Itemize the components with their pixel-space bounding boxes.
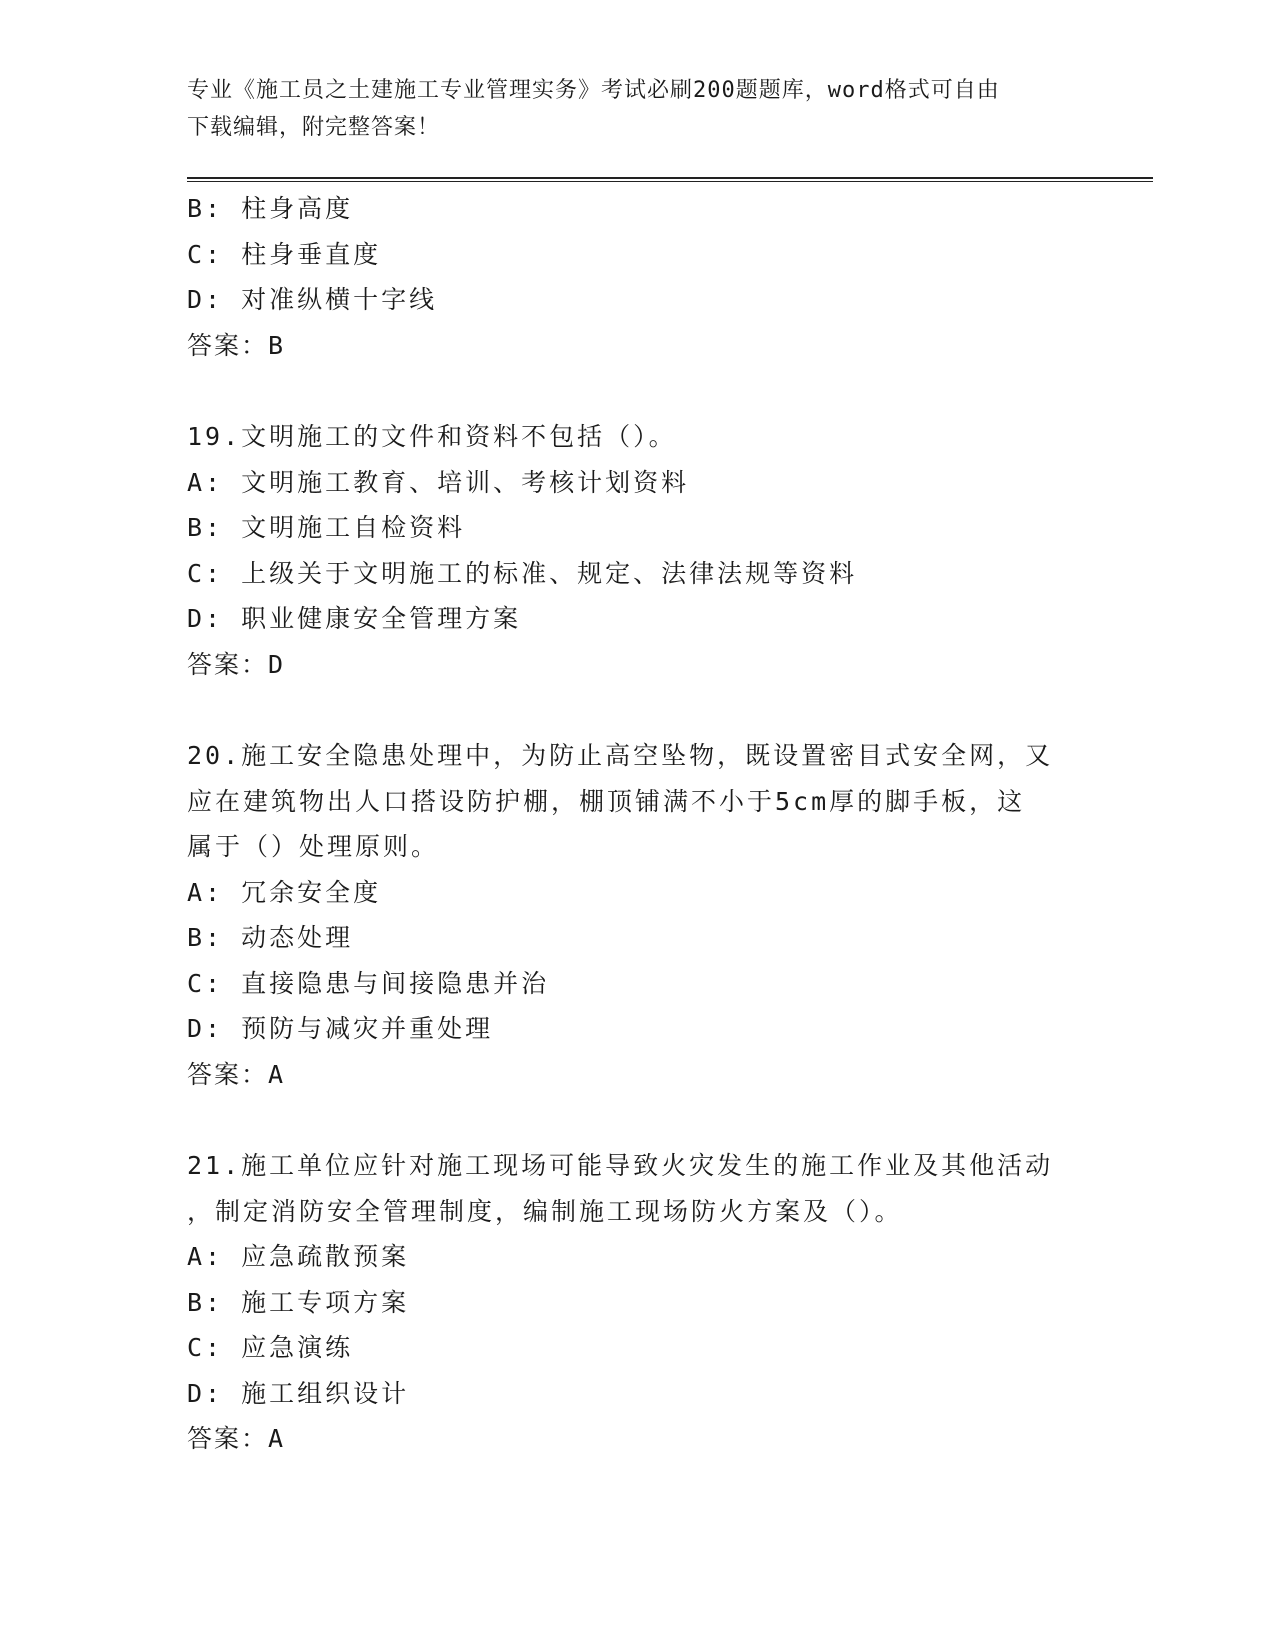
answer-line: 答案：A <box>187 1059 286 1089</box>
option-d: D: 施工组织设计 <box>187 1378 410 1408</box>
option-b: B: 施工专项方案 <box>187 1287 410 1317</box>
option-a: A: 文明施工教育、培训、考核计划资料 <box>187 467 690 497</box>
header-line-1: 专业《施工员之土建施工专业管理实务》考试必刷200题题库，word格式可自由 <box>187 78 1000 103</box>
option-d: D: 职业健康安全管理方案 <box>187 604 522 633</box>
spacer <box>187 1097 1087 1143</box>
option-b: B: 动态处理 <box>187 923 354 952</box>
option-c: C: 应急演练 <box>187 1333 354 1362</box>
spacer <box>187 368 1087 414</box>
option-b: B: 柱身高度 <box>187 194 354 223</box>
question-stem: 19.文明施工的文件和资料不包括（）。 <box>187 422 677 451</box>
question-stem-line-1: 20.施工安全隐患处理中，为防止高空坠物，既设置密目式安全网，又 <box>187 741 1054 770</box>
option-d: D: 对准纵横十字线 <box>187 285 438 314</box>
header-divider-thick <box>187 177 1153 179</box>
answer-line: 答案：D <box>187 649 286 679</box>
option-c: C: 直接隐患与间接隐患并治 <box>187 968 550 998</box>
spacer <box>187 687 1087 733</box>
option-c: C: 上级关于文明施工的标准、规定、法律法规等资料 <box>187 558 858 588</box>
question-21 <box>187 1143 1087 1462</box>
option-a: A: 冗余安全度 <box>187 877 382 907</box>
question-19 <box>187 414 1087 687</box>
option-b: B: 文明施工自检资料 <box>187 513 466 542</box>
header-divider-thin <box>187 181 1153 182</box>
answer-line: 答案：B <box>187 330 286 360</box>
option-d: D: 预防与减灾并重处理 <box>187 1014 494 1043</box>
question-stem-line-3: 属于（）处理原则。 <box>187 832 440 861</box>
option-c: C: 柱身垂直度 <box>187 239 382 269</box>
question-stem-line-2: ，制定消防安全管理制度，编制施工现场防火方案及（）。 <box>187 1196 903 1226</box>
option-a: A: 应急疏散预案 <box>187 1242 410 1271</box>
question-stem-line-1: 21.施工单位应针对施工现场可能导致火灾发生的施工作业及其他活动 <box>187 1151 1054 1180</box>
document-header <box>187 72 1067 146</box>
carryover-block <box>187 186 1087 368</box>
question-stem-line-2: 应在建筑物出人口搭设防护棚，棚顶铺满不小于5cm厚的脚手板，这 <box>187 786 1026 816</box>
document-body <box>187 186 1087 1462</box>
answer-line: 答案：A <box>187 1424 286 1453</box>
header-line-2: 下载编辑，附完整答案！ <box>187 115 441 140</box>
question-20 <box>187 733 1087 1097</box>
